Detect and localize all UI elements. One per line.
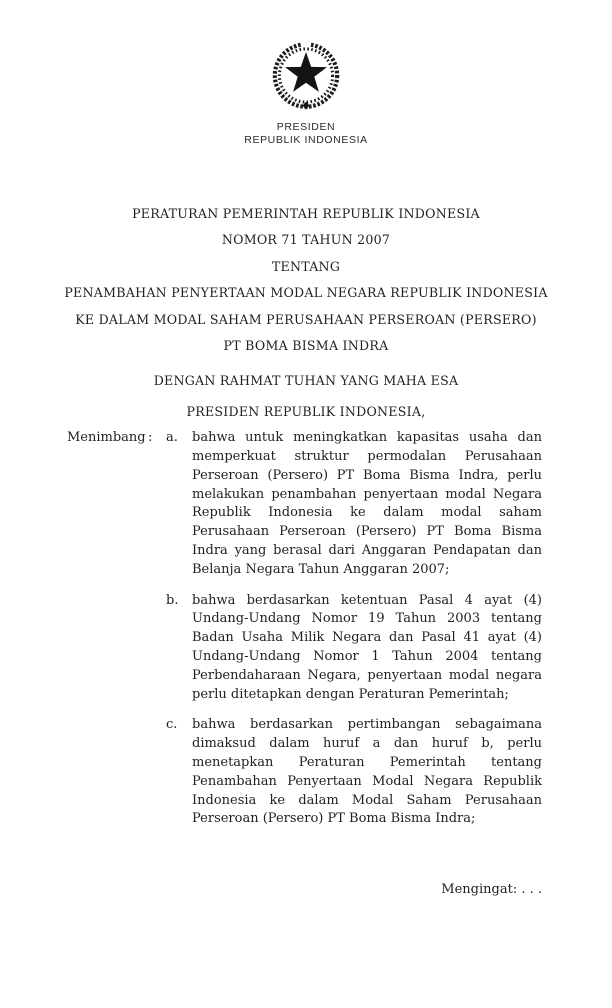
considerations-colon: : xyxy=(148,430,153,446)
consideration-item-a xyxy=(166,429,542,579)
considerations-block xyxy=(67,429,542,829)
letterhead-republik-indonesia: REPUBLIK INDONESIA xyxy=(244,134,368,146)
considerations-label: Menimbang xyxy=(67,430,146,446)
letterhead xyxy=(0,0,612,147)
regulation-title xyxy=(0,201,612,359)
title-line-subject-3: PT BOMA BISMA INDRA xyxy=(223,338,389,354)
catchword-mengingat: Mengingat: . . . xyxy=(441,882,542,898)
item-letter: b. xyxy=(166,592,179,608)
considerations-items xyxy=(166,429,542,829)
item-text: bahwa berdasarkan pertimbangan sebagaimana dimaksud dalam huruf a dan huruf b, perlu menetapkan Peraturan Pemerintah tentang Penambahan Penyertaan Modal Negara Republik Indonesia ke dalam Modal Saham Perusahaan Perseroan (Persero) PT Boma Bisma Indra; xyxy=(192,717,542,827)
item-text: bahwa untuk meningkatkan kapasitas usaha dan memperkuat struktur permodalan Perusahaan Perseroan (Persero) PT Boma Bisma Indra, perlu melakukan penambahan penyertaan modal Negara Republik Indonesia ke dalam modal saham Perusahaan Perseroan (Persero) PT Boma Bisma Indra yang berasal dari Anggaran Pendapatan dan Belanja Negara Tahun Anggaran 2007; xyxy=(192,430,542,577)
item-text: bahwa berdasarkan ketentuan Pasal 4 ayat (4) Undang-Undang Nomor 19 Tahun 2003 tentang Badan Usaha Milik Negara dan Pasal 41 ayat (4) Undang-Undang Nomor 1 Tahun 2004 tentang Perbendaharaan Negara, penyertaan modal negara perlu ditetapkan dengan Peraturan Pemerintah; xyxy=(192,592,542,702)
invocation-line: DENGAN RAHMAT TUHAN YANG MAHA ESA xyxy=(153,373,459,389)
wreath-top-gap xyxy=(301,39,310,47)
title-line-number: NOMOR 71 TAHUN 2007 xyxy=(221,232,391,248)
star-icon xyxy=(285,52,327,92)
title-line-regulation: PERATURAN PEMERINTAH REPUBLIK INDONESIA xyxy=(132,206,480,221)
title-line-subject-2: KE DALAM MODAL SAHAM PERUSAHAAN PERSEROAN (PERSERO) xyxy=(75,311,537,327)
letterhead-presiden: PRESIDEN xyxy=(276,121,336,133)
consideration-item-b xyxy=(166,592,542,705)
title-line-subject-1: PENAMBAHAN PENYERTAAN MODAL NEGARA REPUBLIK INDONESIA xyxy=(64,285,548,301)
item-letter: a. xyxy=(166,430,178,446)
item-letter: c. xyxy=(166,717,178,733)
title-line-tentang: TENTANG xyxy=(271,258,341,274)
authority-line: PRESIDEN REPUBLIK INDONESIA, xyxy=(186,403,426,419)
presidential-emblem xyxy=(268,36,344,112)
consideration-item-c xyxy=(166,716,542,829)
